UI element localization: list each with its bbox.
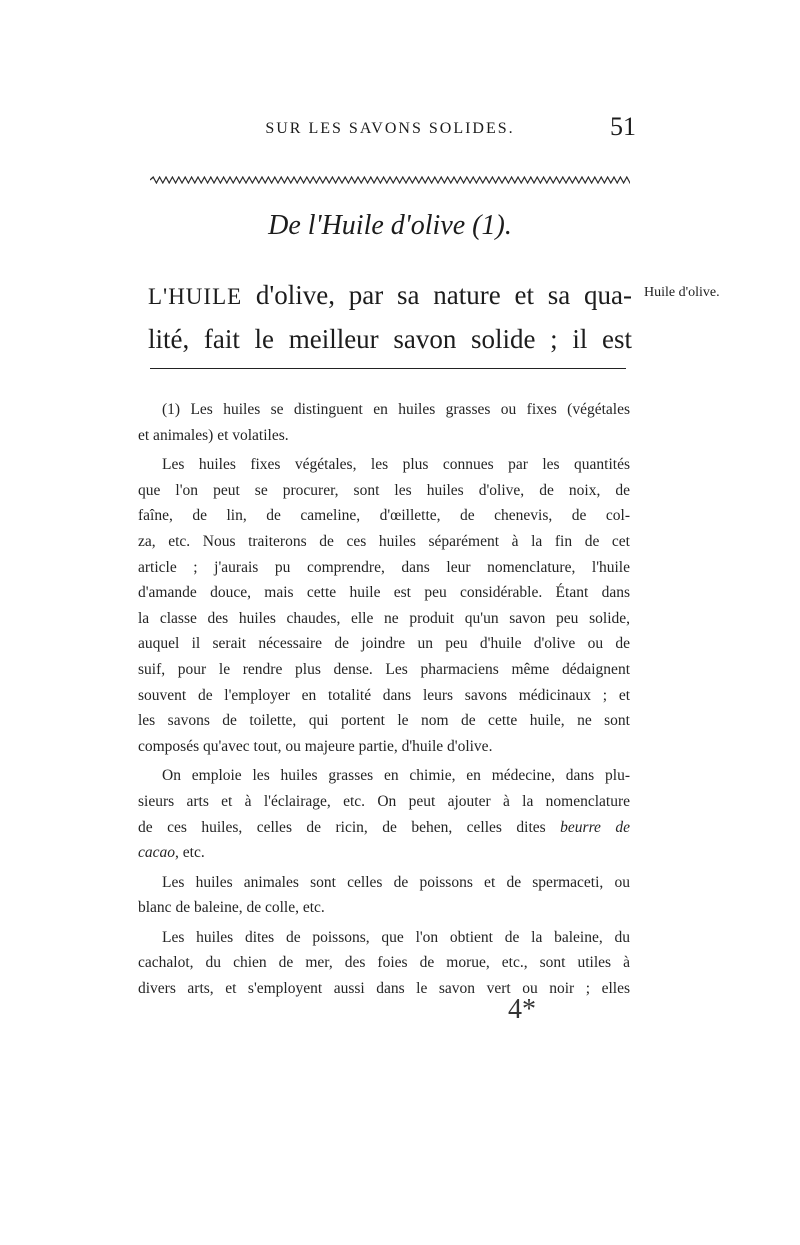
footnote-line bbox=[138, 815, 630, 841]
running-head bbox=[150, 112, 636, 141]
footnote-line: article ; j'aurais pu comprendre, dans leur nomenclature, l'huile bbox=[138, 558, 630, 576]
footnote-line: souvent de l'employer en totalité dans leurs savons médicinaux ; et bbox=[138, 686, 630, 704]
body-line-text: d'olive, par sa nature et sa qua- bbox=[242, 280, 632, 310]
footnote-line: composés qu'avec tout, ou majeure partie, d'huile d'olive. bbox=[138, 737, 493, 755]
footnote-line: On emploie les huiles grasses en chimie, en médecine, dans plu- bbox=[162, 767, 630, 785]
footnote-line: d'amande douce, mais cette huile est peu considérable. Étant dans bbox=[138, 584, 630, 602]
footnote-paragraph bbox=[138, 925, 630, 1002]
page-number: 51 bbox=[610, 112, 636, 141]
footnote-line: auquel il serait nécessaire de joindre un peu d'huile d'olive ou de bbox=[138, 635, 630, 653]
footnote-italic-text: cacao bbox=[138, 844, 176, 862]
footnote-line: faîne, de lin, de cameline, d'œillette, de chenevis, de col- bbox=[138, 507, 630, 525]
footnote-line bbox=[138, 840, 630, 866]
signature-mark: 4* bbox=[508, 994, 536, 1025]
footnote-line: cachalot, du chien de mer, des foies de morue, etc., sont utiles à bbox=[138, 954, 630, 972]
margin-note: Huile d'olive. bbox=[644, 285, 720, 300]
footnote-line: Les huiles fixes végétales, les plus connues par les quantités bbox=[162, 456, 630, 474]
body-line-text: lité, fait le meilleur savon solide ; il est bbox=[148, 324, 632, 354]
footnote-rule bbox=[150, 368, 626, 369]
body-line bbox=[148, 274, 632, 318]
running-title: SUR LES SAVONS SOLIDES. bbox=[265, 120, 515, 137]
footnote-line: suif, pour le rendre plus dense. Les pharmaciens même dédaignent bbox=[138, 660, 630, 678]
body-paragraph bbox=[148, 274, 632, 360]
footnote-text: , etc. bbox=[175, 844, 205, 862]
footnote-line: les savons de toilette, qui portent le nom de cette huile, ne sont bbox=[138, 712, 630, 730]
footnote-paragraph bbox=[138, 397, 630, 448]
footnote-text: de ces huiles, celles de ricin, de behen, celles dites bbox=[138, 818, 561, 836]
footnote-line: Les huiles animales sont celles de poissons et de spermaceti, ou bbox=[162, 873, 630, 891]
footnote-line: za, etc. Nous traiterons de ces huiles séparément à la fin de cet bbox=[138, 532, 630, 550]
footnote-line: blanc de baleine, de colle, etc. bbox=[138, 899, 325, 917]
footnote-line: et animales) et volatiles. bbox=[138, 426, 289, 444]
footnote-line: divers arts, et s'employent aussi dans le savon vert ou noir ; elles bbox=[138, 980, 630, 998]
ornament-wave bbox=[150, 177, 630, 183]
footnote-paragraph bbox=[138, 870, 630, 921]
footnote-paragraph bbox=[138, 452, 630, 759]
footnote-line: (1) Les huiles se distinguent en huiles grasses ou fixes (végétales bbox=[162, 401, 630, 418]
footnote-line: Les huiles dites de poissons, que l'on obtient de la baleine, du bbox=[162, 928, 630, 946]
footnote-italic-text: beurre de bbox=[560, 818, 630, 836]
footnotes bbox=[138, 397, 630, 1006]
footnote-line: sieurs arts et à l'éclairage, etc. On peut ajouter à la nomenclature bbox=[138, 792, 630, 810]
body-line bbox=[148, 318, 632, 360]
section-title: De l'Huile d'olive (1). bbox=[268, 210, 512, 241]
body-lead-word: L'HUILE bbox=[148, 284, 243, 309]
footnote-line: que l'on peut se procurer, sont les huiles d'olive, de noix, de bbox=[138, 481, 630, 499]
footnote-line: la classe des huiles chaudes, elle ne produit qu'un savon peu solide, bbox=[138, 609, 630, 627]
ornamental-rule bbox=[150, 176, 630, 184]
footnote-paragraph bbox=[138, 763, 630, 865]
